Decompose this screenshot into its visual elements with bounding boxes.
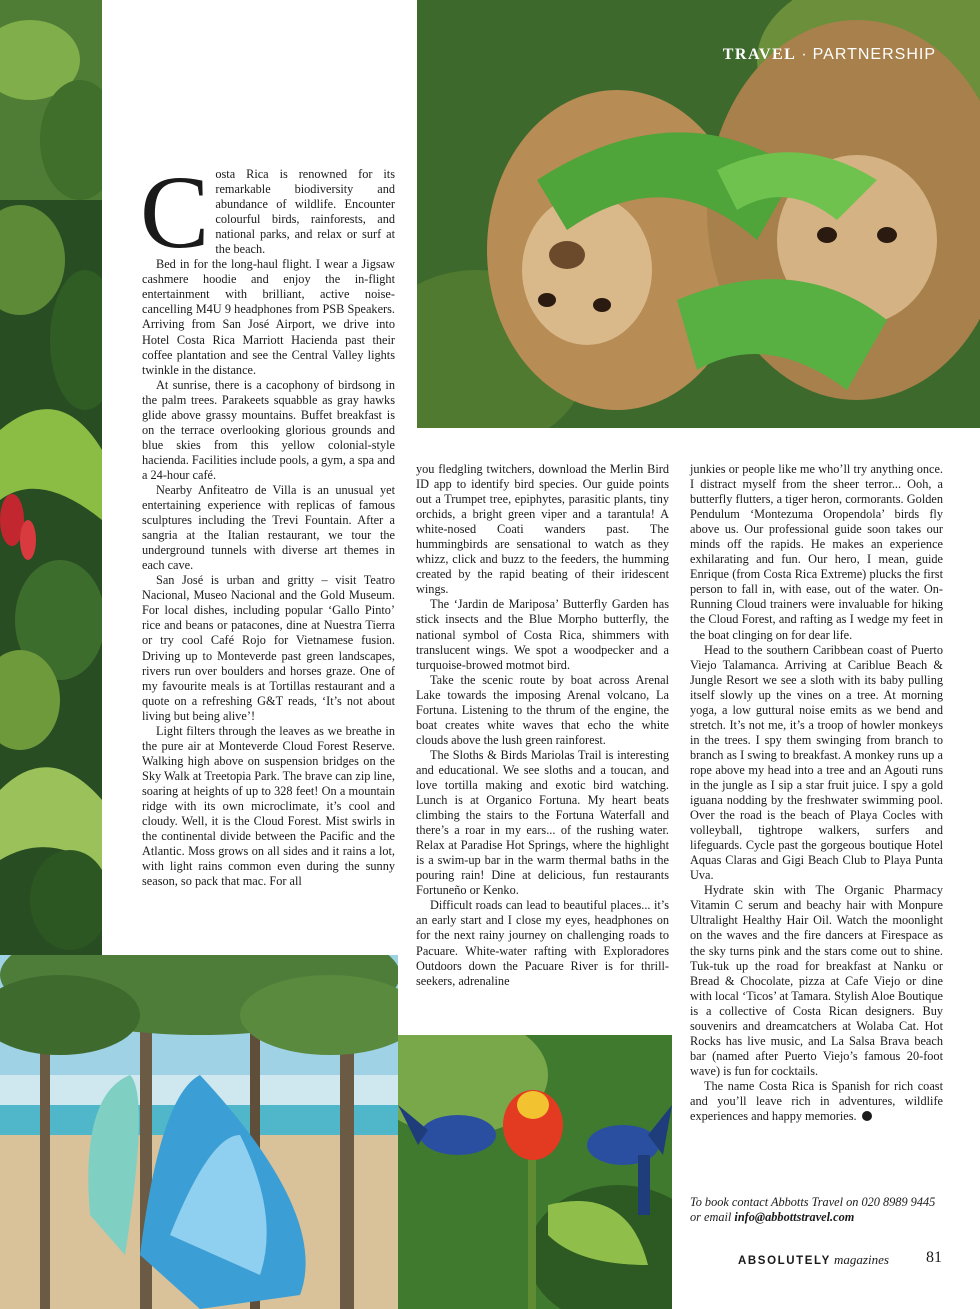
- paragraph: Bed in for the long-haul flight. I wear a Jigsaw cashmere hoodie and enjoy the in-flight entertainment with brilliant, active noise-cancelling M4U 9 headphones from PSB Speakers. Arriving from San José Airport, we drive into Hotel Costa Rica Marriott Hacienda past their coffee plantation and see the Central Valley lights twinkle in the distance.: [142, 257, 395, 377]
- section-header: [723, 46, 936, 64]
- article-column-1: [140, 155, 395, 889]
- section-label: TRAVEL: [722, 46, 797, 63]
- article-column-2: [416, 462, 669, 989]
- section-tag: PARTNERSHIP: [812, 46, 936, 63]
- paragraph: Nearby Anfiteatro de Villa is an unusual yet entertaining experience with replicas of famous sculptures including the Trevi Fountain. After a sangria at the Italian restaurant, we tour the underground tunnels with diverse art themes in each cave.: [142, 482, 395, 573]
- paragraph: Head to the southern Caribbean coast of Puerto Viejo Talamanca. Arriving at Cariblue Beach & Jungle Resort we see a sloth with its baby pulling itself slowly up the vines on a tree. At morning yoga, a low guttural noise emits as we bend and stretch. It’s not me, it’s a troop of howler monkeys in the trees. I spy them swinging from branch to branch as I swing to breakfast. A monkey runs up a rope above my head into a tree and an Agouti runs in the jungle as I sip a star fruit juice. I spy a gold iguana nodding by the freshwater swimming pool. Over the road is the beach of Playa Cocles with volleyball, tightrope walkers, surfers and lifeguards. Cycle past the gorgeous boutique Hotel Aquas Claras and Gigi Beach Club to Playa Punta Uva.: [690, 642, 943, 883]
- footer-brand-suffix: magazines: [834, 1252, 889, 1267]
- booking-info: [690, 1195, 942, 1225]
- booking-text: To book contact Abbotts Travel on 020 8989 9445 or email: [690, 1195, 936, 1224]
- booking-email-link[interactable]: info@abbottstravel.com: [734, 1210, 855, 1224]
- article-column-3: [690, 462, 943, 1124]
- sloth-photo: [417, 0, 980, 428]
- end-mark-icon: [862, 1111, 872, 1121]
- paragraph: Difficult roads can lead to beautiful places... it’s an early start and I close my eyes, headphones on for the next rainy journey on challenging roads to Pacuare. White-water rafting with Exploradores Outdoors down the Pacuare River is for thrill-seekers, adrenaline: [416, 898, 669, 988]
- paragraph: The Sloths & Birds Mariolas Trail is interesting and educational. We see sloths and a toucan, and love tortilla making and exotic bird watching. Lunch is at Organico Fortuna. My heart beats climbing the stairs to the Fortuna Waterfall and there’s a roar in my ears... of the rushing water. Relax at Paradise Hot Springs, where the highlight is a swim-up bar in the warm thermal baths in the pouring rain! Dine at delicious, fun restaurants Fortuneño or Kenko.: [416, 747, 669, 898]
- paragraph: Hydrate skin with The Organic Pharmacy Vitamin C serum and beachy hair with Monpure Ultralight Healthy Hair Oil. Watch the moonlight on the waves and the fire dancers at Firespace as the sky turns pink and the stars come out to shine. Tuk-tuk up the road for breakfast at Nanku or Bread & Chocolate, pizza at Cafe Viejo or dine with local ‘Ticos’ at Tamara. Stylish Aloe Boutique is a collective of Costa Rican designers. Buy souvenirs and dreamcatchers at Wolaba Cat. Hot Rocks has live music, and La Salsa Brava beach bar (named after Puerto Viejo’s famous 20-foot wave) is fun for cocktails.: [690, 883, 943, 1078]
- paragraph-text: The name Costa Rica is Spanish for rich coast and you’ll leave rich in adventures, wildlife experiences and happy memories.: [690, 1078, 943, 1124]
- footer-brand: ABSOLUTELY: [738, 1255, 831, 1267]
- section-separator: ·: [801, 46, 808, 63]
- paragraph: Light filters through the leaves as we breathe in the pure air at Monteverde Cloud Forest Reserve. Walking high above on suspension bridges on the Sky Walk at Treetopia Park. The brave can zip line, soaring at heights of up to 328 feet! On a mountain ridge with its own microclimate, it’s cool and cloudy. Well, it is the Cloud Forest. Mist swirls in the continental divide between the Pacific and the Atlantic. Moss grows on all sides and it rains a lot, with light rains common even during the sunny season, so pack that mac. For all: [142, 723, 395, 889]
- page-footer: [738, 1249, 942, 1268]
- paragraph: Take the scenic route by boat across Arenal Lake towards the imposing Arenal volcano, La Fortuna. Listening to the thrum of the engine, the boat creates white waves that echo the white clouds above the lush green rainforest.: [416, 672, 669, 747]
- paragraph: you fledgling twitchers, download the Merlin Bird ID app to identify bird species. Our guide points out a Trumpet tree, epiphytes, parasitic plants, tiny orchids, a bright green viper and a tarantula! A white-nosed Coati wanders past. The hummingbirds are sensational to watch as they whizz, click and buzz to the feeders, the humming created by the rapid beating of their iridescent wings.: [416, 462, 669, 597]
- page-number: 81: [926, 1249, 942, 1266]
- paragraph: [690, 1079, 943, 1124]
- drop-cap: C: [140, 155, 210, 270]
- paragraph: The ‘Jardin de Mariposa’ Butterfly Garden has stick insects and the Blue Morpho butterfly, the national symbol of Costa Rica, shimmers with translucent wings. We spot a woodpecker and a turquoise-browed motmot bird.: [416, 597, 669, 672]
- jungle-photo: [0, 0, 102, 955]
- paragraph: [140, 155, 395, 270]
- paragraph-text: osta Rica is renowned for its remarkable biodiversity and abundance of wildlife. Encounter colourful birds, rainforests, and national parks, and relax or surf at the beach.: [215, 167, 395, 257]
- paragraph: At sunrise, there is a cacophony of birdsong in the palm trees. Parakeets squabble as gray hawks glide above grassy mountains. Buffet breakfast is on the terrace overlooking glorious grounds and blue skies from this yellow colonial-style hacienda. Facilities include pools, a gym, a spa and a 24-hour café.: [142, 377, 395, 482]
- paragraph: San José is urban and gritty – visit Teatro Nacional, Museo Nacional and the Gold Museum. For local dishes, including popular ‘Gallo Pinto’ rice and beans or patacones, dine at Nuestra Tierra or try cool Café Rojo for Vietnamese fusion. Driving up to Monteverde past green landscapes, rivers run over boulders and horses graze. One of my favourite meals is at Tortillas restaurant and a quote on a refreshing G&T reads, ‘It’s not about living but being alive’!: [142, 573, 395, 723]
- beach-kayak-photo: [0, 955, 398, 1309]
- hummingbird-photo: [398, 1035, 672, 1309]
- paragraph: junkies or people like me who’ll try anything once. I distract myself from the sheer terror... Ooh, a butterfly flutters, a tiger heron, cormorants. Golden Pendulum ‘Montezuma Oropendola’ birds fly above us. Our professional guide soon takes our minds off the rapids. He makes an experience exhilarating and fun. Our hero, I mean, guide Enrique (from Costa Rica Extreme) plucks the first person to fall in, with ease, out of the water. On-Running Cloud trainers were invaluable for hiking the Cloud Forest, and rafting as I wedge my feet in the boat clinging on for dear life.: [690, 462, 943, 642]
